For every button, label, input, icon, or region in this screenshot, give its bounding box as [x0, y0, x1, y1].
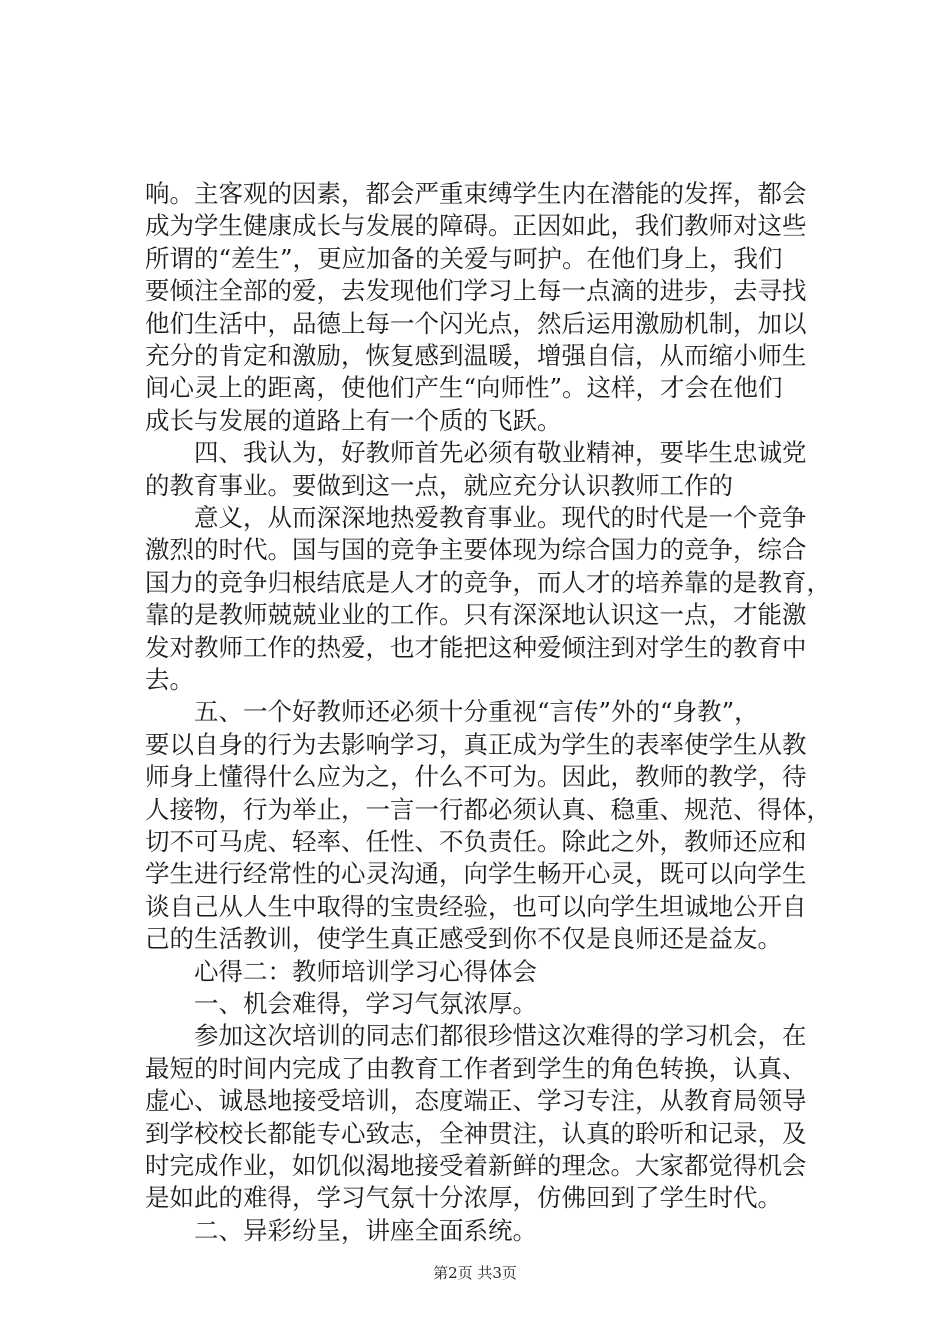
text-line: 切不可马虎、轻率、任性、不负责任。除此之外，教师还应和: [145, 827, 807, 856]
text-line: 心得二：教师培训学习心得体会: [145, 956, 537, 986]
text-line: 一、机会难得，学习气氛浓厚。: [145, 989, 537, 1018]
text-line: 国力的竞争归根结底是人才的竞争，而人才的培养靠的是教育，: [145, 567, 831, 597]
text-line: 激烈的时代。国与国的竞争主要体现为综合国力的竞争，综合: [145, 535, 807, 565]
text-line: 意义，从而深深地热爱教育事业。现代的时代是一个竞争: [145, 503, 807, 532]
text-line: 虚心、诚恳地接受培训，态度端正、学习专注，从教育局领导: [145, 1086, 807, 1116]
text-line: 参加这次培训的同志们都很珍惜这次难得的学习机会，在: [145, 1021, 807, 1051]
text-line: 成长与发展的道路上有一个质的飞跃。: [145, 405, 562, 435]
text-line: 师身上懂得什么应为之，什么不可为。因此，教师的教学，待: [145, 762, 807, 792]
text-line: 成为学生健康成长与发展的障碍。正因如此，我们教师对这些: [145, 211, 807, 241]
page-footer: 第2页 共3页: [433, 1264, 517, 1282]
text-line: 发对教师工作的热爱，也才能把这种爱倾注到对学生的教育中: [145, 632, 807, 662]
text-line: 人接物，行为举止，一言一行都必须认真、稳重、规范、得体，: [145, 794, 831, 824]
text-line: 要以自身的行为去影响学习，真正成为学生的表率使学生从教: [145, 729, 807, 759]
text-line: 时完成作业，如饥似渴地接受着新鲜的理念。大家都觉得机会: [145, 1151, 807, 1180]
text-line: 要倾注全部的爱，去发现他们学习上每一点滴的进步，去寻找: [145, 276, 807, 306]
text-line: 二、异彩纷呈，讲座全面系统。: [145, 1215, 537, 1245]
text-line: 是如此的难得，学习气氛十分浓厚，仿佛回到了学生时代。: [145, 1183, 782, 1213]
text-line: 五、一个好教师还必须十分重视“言传”外的“身教”，: [145, 697, 759, 727]
text-line: 四、我认为，好教师首先必须有敬业精神，要毕生忠诚党: [145, 438, 807, 468]
text-line: 去。: [145, 665, 194, 694]
text-line: 充分的肯定和激励，恢复感到温暖，增强自信，从而缩小师生: [145, 341, 807, 370]
text-line: 靠的是教师兢兢业业的工作。只有深深地认识这一点，才能激: [145, 600, 807, 630]
text-line: 间心灵上的距离，使他们产生“向师性”。这样，才会在他们: [145, 373, 783, 403]
text-line: 所谓的“差生”，更应加备的关爱与呵护。在他们身上，我们: [145, 243, 783, 273]
text-line: 他们生活中，品德上每一个闪光点，然后运用激励机制，加以: [145, 308, 807, 338]
text-line: 谈自己从人生中取得的宝贵经验，也可以向学生坦诚地公开自: [145, 891, 807, 921]
text-line: 的教育事业。要做到这一点，就应充分认识教师工作的: [145, 470, 733, 500]
text-line: 己的生活教训，使学生真正感受到你不仅是良师还是益友。: [145, 924, 782, 954]
text-line: 到学校校长都能专心致志，全神贯注，认真的聆听和记录，及: [145, 1118, 807, 1148]
text-line: 响。主客观的因素，都会严重束缚学生内在潜能的发挥，都会: [145, 179, 807, 208]
text-line: 学生进行经常性的心灵沟通，向学生畅开心灵，既可以向学生: [145, 859, 807, 889]
text-line: 最短的时间内完成了由教育工作者到学生的角色转换，认真、: [145, 1053, 807, 1083]
